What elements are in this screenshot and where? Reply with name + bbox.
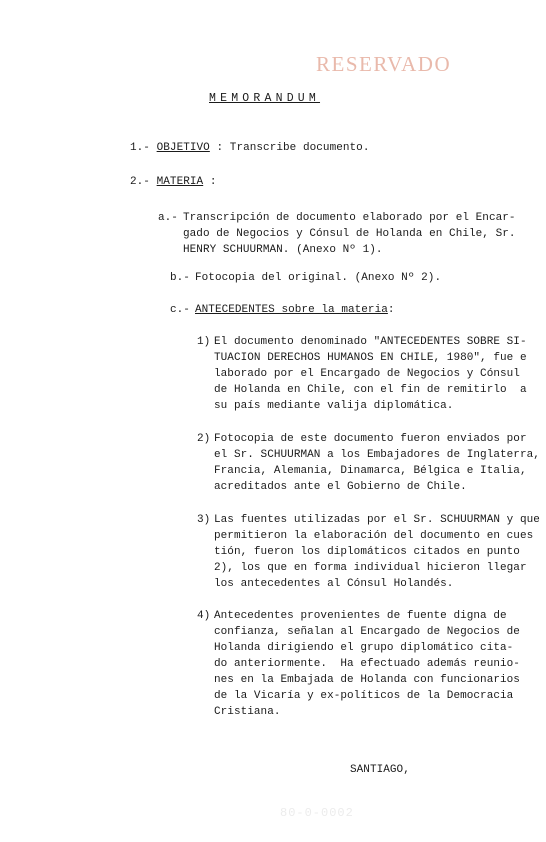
point-line: acreditados ante el Gobierno de Chile. bbox=[214, 481, 467, 493]
section-1 bbox=[130, 140, 369, 156]
point-number: 4) bbox=[197, 610, 211, 622]
item-c-heading bbox=[195, 302, 395, 318]
point-line: 2), los que en forma individual hicieron llegar bbox=[214, 562, 527, 574]
point-line: confianza, señalan al Encargado de Negocios de bbox=[214, 626, 520, 638]
document-number-mark: 80-0-0002 bbox=[280, 806, 354, 820]
point-line: Antecedentes provenientes de fuente digna de bbox=[214, 610, 507, 622]
point-number: 1) bbox=[197, 336, 211, 348]
item-c-label: ANTECEDENTES sobre la materia bbox=[195, 304, 388, 316]
item-a-line: gado de Negocios y Cónsul de Holanda en Chile, Sr. bbox=[183, 228, 516, 240]
point-line: permitieron la elaboración del documento en cues bbox=[214, 530, 534, 542]
section-1-number: 1.- bbox=[130, 142, 150, 154]
section-1-label: OBJETIVO bbox=[156, 142, 210, 154]
point-line: de Holanda en Chile, con el fin de remitirlo a bbox=[214, 384, 527, 396]
section-2-number: 2.- bbox=[130, 176, 150, 188]
reservado-stamp: RESERVADO bbox=[316, 52, 452, 76]
point-line: Cristiana. bbox=[214, 706, 281, 718]
point-line: nes en la Embajada de Holanda con funcionarios bbox=[214, 674, 520, 686]
item-a-line: Transcripción de documento elaborado por el Encar- bbox=[183, 212, 516, 224]
item-b-marker: b.- bbox=[170, 272, 190, 284]
point-line: el Sr. SCHUURMAN a los Embajadores de Inglaterra, bbox=[214, 449, 540, 461]
item-a-marker: a.- bbox=[158, 212, 178, 224]
item-c-marker: c.- bbox=[170, 304, 190, 316]
item-a-line: HENRY SCHUURMAN. (Anexo Nº 1). bbox=[183, 244, 383, 256]
point-line: tión, fueron los diplomáticos citados en punto bbox=[214, 546, 520, 558]
point-line: TUACION DERECHOS HUMANOS EN CHILE, 1980", fue e bbox=[214, 352, 527, 364]
item-b-text: Fotocopia del original. (Anexo Nº 2). bbox=[195, 272, 442, 284]
point-line: los antecedentes al Cónsul Holandés. bbox=[214, 578, 454, 590]
closing-place: SANTIAGO, bbox=[350, 764, 410, 776]
point-line: Las fuentes utilizadas por el Sr. SCHUURMAN y que bbox=[214, 514, 540, 526]
point-line: Francia, Alemania, Dinamarca, Bélgica e Italia, bbox=[214, 465, 527, 477]
point-line: El documento denominado "ANTECEDENTES SOBRE SI- bbox=[214, 336, 527, 348]
section-1-text: : Transcribe documento. bbox=[209, 142, 370, 154]
section-2 bbox=[130, 174, 217, 190]
point-line: su país mediante valija diplomática. bbox=[214, 400, 454, 412]
point-line: laborado por el Encargado de Negocios y Cónsul bbox=[214, 368, 520, 380]
point-line: de la Vicaría y ex-políticos de la Democracia bbox=[214, 690, 514, 702]
memo-title: MEMORANDUM bbox=[209, 92, 321, 105]
point-number: 2) bbox=[197, 433, 211, 445]
point-line: Fotocopia de este documento fueron enviados por bbox=[214, 433, 527, 445]
point-line: Holanda dirigiendo el grupo diplomático cita- bbox=[214, 642, 514, 654]
section-2-text: : bbox=[203, 176, 217, 188]
item-c-suffix: : bbox=[387, 304, 395, 316]
point-number: 3) bbox=[197, 514, 211, 526]
point-line: do anteriormente. Ha efectuado además reunio- bbox=[214, 658, 520, 670]
section-2-label: MATERIA bbox=[156, 176, 204, 188]
